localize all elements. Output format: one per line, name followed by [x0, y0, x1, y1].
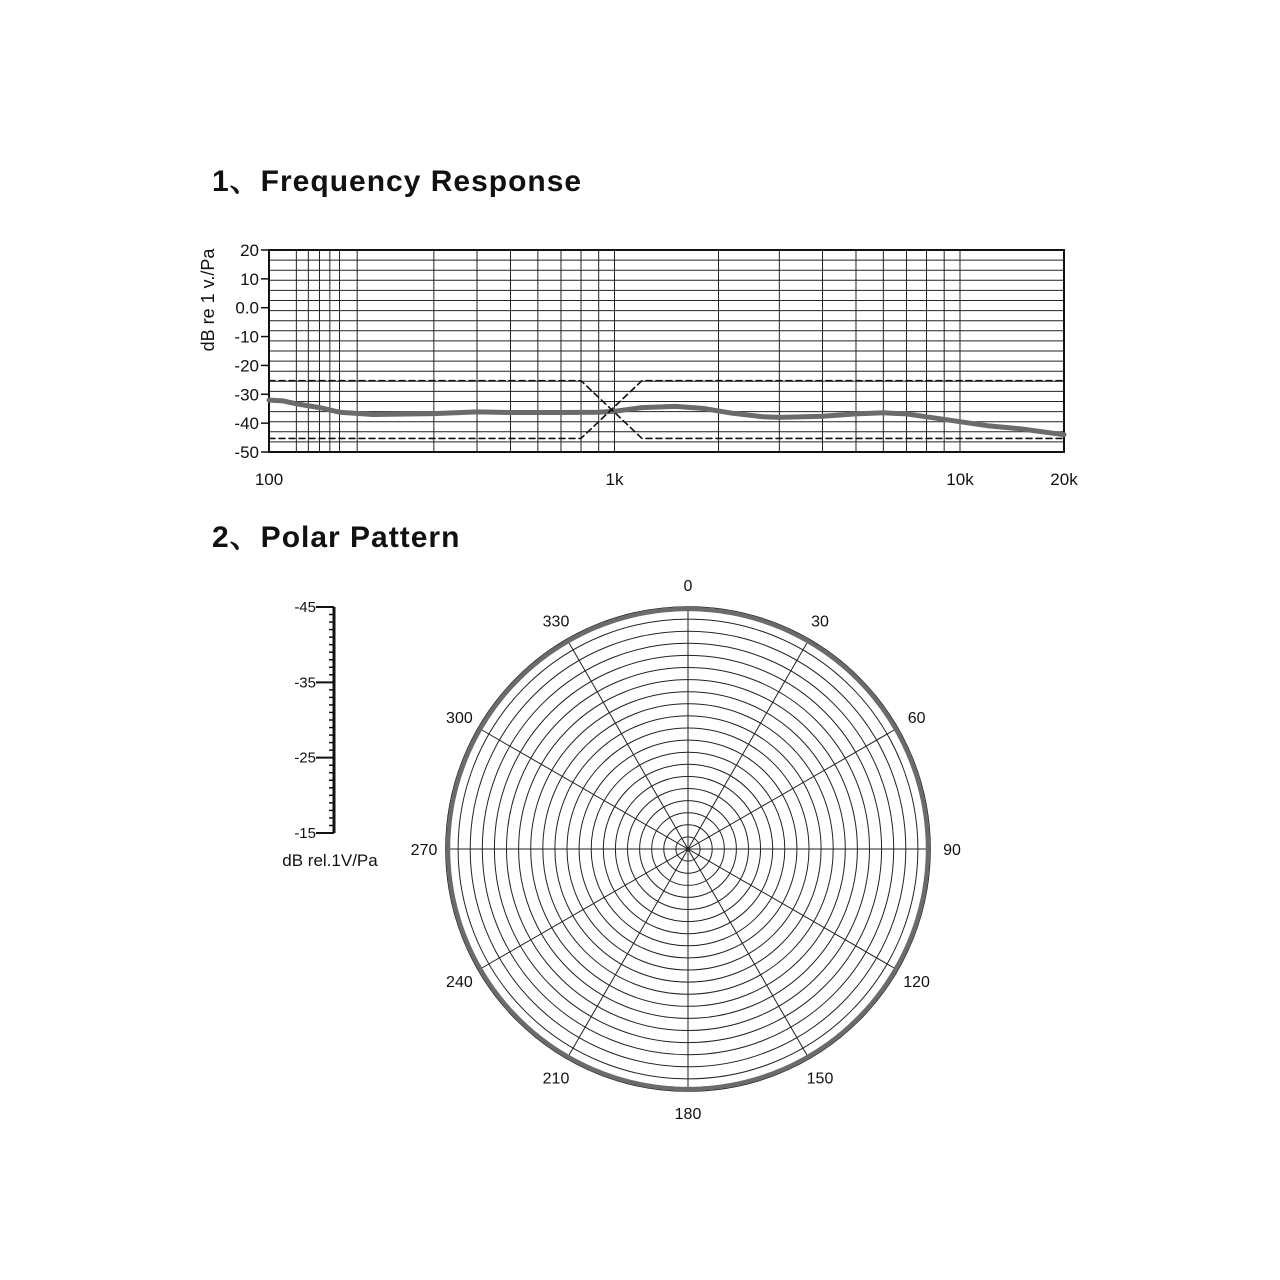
polar-angle-label: 0	[683, 578, 693, 595]
y-tick-label: -10	[234, 327, 259, 347]
polar-spoke	[478, 728, 897, 970]
polar-angle-label: 90	[943, 842, 961, 859]
polar-angle-label: 210	[542, 1070, 570, 1088]
polar-angle-label: 240	[446, 974, 473, 991]
polar-spoke	[567, 639, 809, 1058]
y-tick-label: -50	[234, 443, 259, 462]
tolerance-line	[269, 381, 1064, 439]
radial-scale-label: -25	[294, 749, 316, 767]
polar-response-curve	[448, 609, 928, 1089]
tolerance-line	[269, 381, 1064, 439]
polar-ring	[640, 801, 737, 898]
frequency-response-title: 1、Frequency Response	[212, 165, 583, 198]
polar-outer-ring	[446, 607, 930, 1091]
y-tick-label: 20	[240, 241, 259, 260]
polar-ring	[543, 704, 833, 994]
polar-ring	[628, 789, 749, 910]
y-tick-label: -20	[234, 356, 259, 376]
x-tick-label: 1k	[605, 470, 624, 489]
frequency-axes	[198, 241, 1078, 489]
radial-scale-label: -45	[294, 599, 316, 616]
polar-angle-label: 300	[446, 710, 473, 727]
x-tick-label: 100	[254, 470, 284, 489]
polar-ring	[603, 764, 772, 933]
y-tick-label: -30	[234, 385, 259, 405]
polar-pattern-title: 2、Polar Pattern	[212, 521, 461, 554]
polar-ring	[507, 668, 870, 1031]
polar-ring	[615, 776, 760, 921]
frequency-response-curve	[269, 400, 1064, 435]
polar-grid	[446, 607, 930, 1091]
x-tick-label: 20k	[1050, 470, 1078, 489]
polar-angle-label: 330	[542, 613, 570, 631]
polar-spoke	[478, 728, 897, 970]
polar-ring	[567, 728, 809, 970]
polar-ring	[591, 752, 785, 946]
polar-angle-label: 60	[907, 710, 926, 727]
polar-angle-label: 30	[811, 613, 829, 631]
frequency-grid	[269, 250, 1064, 452]
x-tick-label: 10k	[946, 470, 974, 489]
polar-ring	[676, 837, 700, 861]
polar-series	[448, 609, 928, 1089]
polar-angle-labels	[411, 578, 961, 1123]
radial-scale-label: -15	[294, 825, 316, 842]
polar-angle-label: 180	[674, 1106, 702, 1123]
polar-angle-label: 120	[903, 974, 930, 991]
polar-radial-scale	[282, 599, 378, 870]
y-axis-label: dB re 1 v./Pa	[198, 248, 218, 352]
radial-scale-unit-label: dB rel.1V/Pa	[282, 851, 378, 870]
polar-ring	[519, 680, 858, 1019]
polar-ring	[652, 813, 725, 886]
polar-angle-label: 150	[806, 1070, 834, 1088]
polar-ring	[470, 631, 906, 1067]
y-tick-label: 10	[240, 269, 259, 289]
frequency-series	[269, 381, 1064, 439]
polar-ring	[446, 607, 930, 1091]
y-tick-label: 0.0	[235, 298, 259, 318]
radial-scale-label: -35	[294, 674, 316, 692]
polar-ring	[482, 643, 893, 1054]
y-tick-label: -40	[234, 414, 259, 434]
polar-angle-label: 270	[410, 842, 438, 859]
plot-frame	[269, 250, 1064, 452]
polar-ring	[458, 619, 918, 1079]
polar-ring	[664, 825, 712, 873]
polar-ring	[579, 740, 797, 958]
polar-ring	[494, 655, 881, 1042]
polar-ring	[531, 692, 846, 1007]
polar-spoke	[567, 639, 809, 1058]
polar-ring	[555, 716, 821, 982]
